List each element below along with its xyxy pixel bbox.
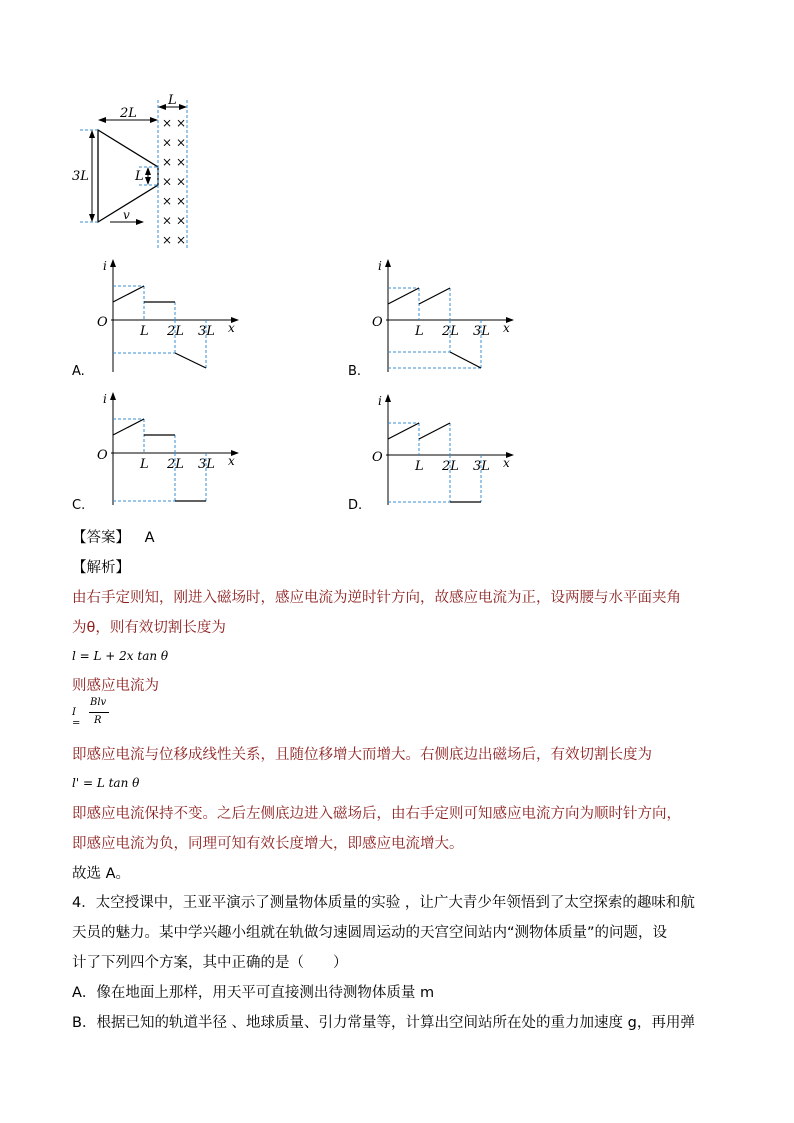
svg-text:i: i: [103, 259, 107, 273]
q4-option-a: A．像在地面上那样，用天平可直接测出待测物体质量 m: [72, 985, 435, 1001]
field-cross: ×: [176, 135, 187, 150]
field-cross: ×: [176, 174, 187, 189]
graph-c: [97, 392, 238, 505]
analysis-conclusion: 故选 A。: [72, 866, 131, 882]
svg-text:x: x: [503, 321, 510, 335]
svg-text:2L: 2L: [167, 457, 184, 472]
svg-text:3L: 3L: [198, 457, 215, 472]
field-cross: ×: [162, 135, 173, 150]
analysis-para-2: 为θ，则有效切割长度为: [72, 620, 226, 636]
loop-figure: [72, 93, 187, 248]
field-cross: ×: [162, 233, 173, 247]
svg-text:i: i: [378, 394, 382, 408]
svg-text:L: L: [415, 459, 424, 474]
graph-a: [97, 259, 238, 372]
svg-text:3L: 3L: [198, 324, 215, 339]
formula-effective-length-2: l' = L tan θ: [72, 776, 140, 790]
analysis-para-3: 则感应电流为: [72, 678, 159, 694]
q4-line-1: 4．太空授课中，王亚平演示了测量物体质量的实验 ，让广大青少年领悟到了太空探索的趣味和航: [72, 895, 695, 911]
magnetic-field: [162, 116, 186, 247]
option-b-label: B.: [348, 364, 362, 379]
field-cross: ×: [176, 155, 187, 169]
field-cross: ×: [162, 213, 173, 228]
svg-text:L: L: [140, 457, 149, 472]
analysis-para-4: 即感应电流与位移成线性关系，且随位移增大而增大。右侧底边出磁场后，有效切割长度为: [72, 747, 652, 763]
field-cross: ×: [162, 174, 173, 189]
svg-text:x: x: [228, 454, 235, 468]
svg-text:i: i: [378, 259, 382, 273]
answer-label: 【答案】: [72, 530, 130, 546]
svg-text:L: L: [415, 324, 424, 339]
height-label: 3L: [72, 169, 89, 184]
svg-text:O: O: [372, 315, 383, 330]
analysis-para-6: 即感应电流为负，同理可知有效长度增大，即感应电流增大。: [72, 836, 464, 852]
analysis-label: 【解析】: [72, 560, 130, 576]
svg-text:O: O: [372, 450, 383, 465]
svg-text:x: x: [503, 456, 510, 470]
graph-b: [372, 259, 513, 372]
velocity-label: v: [123, 208, 130, 222]
svg-text:3L: 3L: [473, 324, 490, 339]
svg-text:i: i: [103, 392, 107, 406]
q4-option-b: B．根据已知的轨道半径 、地球质量、引力常量等，计算出空间站所在处的重力加速度 g，再用弹: [72, 1015, 695, 1031]
analysis-para-1: 由右手定则知，刚进入磁场时，感应电流为逆时针方向，故感应电流为正，设两腰与水平面夹角: [72, 590, 681, 606]
option-c-label: C.: [72, 498, 86, 513]
formula-effective-length: l = L + 2x tan θ: [72, 649, 169, 663]
inner-label: L: [135, 169, 144, 184]
svg-text:3L: 3L: [473, 459, 490, 474]
svg-text:O: O: [97, 315, 108, 330]
field-cross: ×: [176, 194, 187, 208]
width-label: 2L: [120, 106, 137, 121]
option-d-label: D.: [348, 498, 363, 513]
strip-label: L: [168, 93, 177, 108]
svg-text:x: x: [228, 321, 235, 335]
q4-line-2: 天员的魅力。某中学兴趣小组就在轨做匀速圆周运动的天宫空间站内“测物体质量”的问题，设: [72, 925, 668, 941]
q4-line-3: 计了下列四个方案，其中正确的是（ ）: [72, 955, 348, 971]
option-a-label: A.: [72, 364, 85, 379]
field-cross: ×: [176, 116, 187, 130]
svg-text:2L: 2L: [442, 459, 459, 474]
field-cross: ×: [176, 233, 187, 247]
figures-canvas: [0, 0, 794, 520]
answer-value: A: [144, 530, 155, 546]
field-cross: ×: [162, 116, 173, 130]
svg-text:2L: 2L: [167, 324, 184, 339]
svg-text:2L: 2L: [442, 324, 459, 339]
graph-d: [372, 394, 513, 505]
field-cross: ×: [162, 155, 173, 169]
analysis-para-5: 即感应电流保持不变。之后左侧底边进入磁场后，由右手定则可知感应电流方向为顺时针方向，: [72, 806, 681, 822]
field-cross: ×: [162, 194, 173, 208]
svg-text:L: L: [140, 324, 149, 339]
svg-text:O: O: [97, 448, 108, 463]
field-cross: ×: [176, 213, 187, 228]
answer-row: [72, 526, 155, 547]
